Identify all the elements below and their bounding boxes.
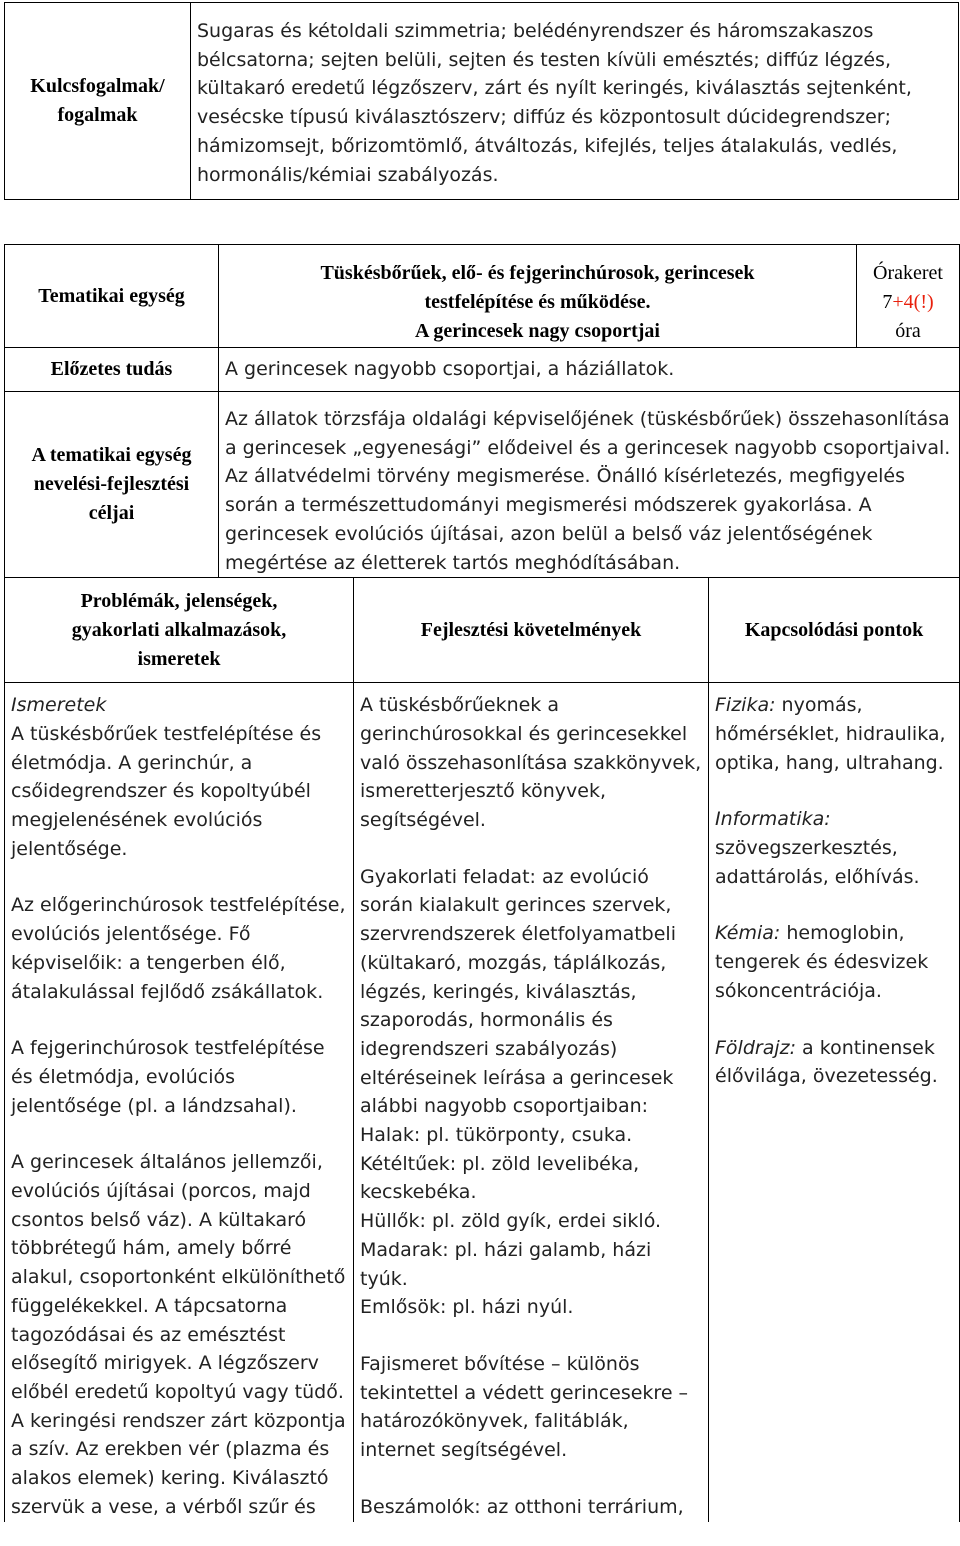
fizika-text: nyomás, hőmérséklet, hidraulika, optika, hang, ultrahang. [715,694,946,774]
orakeret-extra: +4(!) [892,290,934,313]
col2-header: Fejlesztési követelmények [354,578,709,683]
title-line3: A gerincesek nagy csoportjai [415,319,660,342]
col3-header: Kapcsolódási pontok [709,578,960,683]
celjai-text: Az állatok törzsfája oldalági képviselőjének (tüskésbőrűek) összehasonlítása a gerincesek „egyenesági” elődeivel és a gerincesek nagyobb csoportjaival. Az állatvédelmi törvény megismerése. Önálló kísérletezés, megfigyelés során a természettudományi megismerési módszerek gyakorlása. A gerincesek evolúciós újításai, azon belül a belső váz jelentőségének megértése az életterek tartós meghódításában. [219,392,960,578]
fejlesztesi-madarak: Madarak: pl. házi galamb, házi tyúk. [360,1238,652,1290]
col1-header-line1: Problémák, jelenségek, [80,589,278,612]
kapcsolodasi-fizika [715,691,953,777]
ismeretek-p4: A gerincesek általános jellemzői, evolúciós újításai (porcos, majd csontos belső váz). A kültakaró többrétegű hám, amely bőrré alakul, csoportonként elkülöníthető függelékekkel. A tápcsatorna tagozódásai és az emésztést elősegítő mirigyek. A légzőszerv előbél eredetű kopoltyú vagy tüdő. A keringési rendszer zárt központja a szív. Az erekben vér (plazma és alakos elemek) kering. Kiválasztó szervük a vese, a vérből szűr és [11,1151,346,1518]
informatika-text: szövegszerkesztés, adattárolás, előhívás. [715,837,920,888]
ismeretek-p3: A fejgerinchúrosok testfelépítése és életmódja, evolúciós jelentősége (pl. a lándzsahal). [11,1037,325,1117]
celjai-label-line2: nevelési-fejlesztési [33,473,190,496]
orakeret-label: Órakeret [873,261,943,284]
kapcsolodasi-foldrajz [715,1034,953,1091]
elozetes-tudas-label: Előzetes tudás [5,348,219,392]
kemia-text: hemoglobin, tengerek és édesvizek sókoncentrációja. [715,922,929,1002]
col1-header-line3: ismeretek [137,647,221,670]
foldrajz-text: a kontinensek élővilága, övezetesség. [715,1036,938,1088]
fejlesztesi-p2: Gyakorlati feladat: az evolúció során kialakult gerinces szervek, szervrendszerek életfolyamatbeli (kültakaró, mozgás, táplálkozás, légzés, keringés, kiválasztás, szaporodás, hormonális és idegrendszeri szabályozás) eltéréseinek leírása a gerincesek alábbi nagyobb csoportjaiban: [360,865,676,1118]
kapcsolodasi-informatika [715,805,953,891]
kemia-label: Kémia: [715,922,781,945]
kapcsolodasi-cell [709,683,960,1522]
tematikai-egyseg-label: Tematikai egység [5,245,219,348]
fejlesztesi-hullok: Hüllők: pl. zöld gyík, erdei sikló. [360,1210,662,1233]
col1-header [5,578,354,683]
kulcsfogalmak-label-line2: fogalmak [57,104,138,126]
title-line1: Tüskésbőrűek, elő- és fejgerinchúrosok, gerincesek [320,261,755,284]
celjai-label [5,392,219,578]
fejlesztesi-halak: Halak: pl. tükörponty, csuka. [360,1124,633,1147]
ismeretek-p1: A tüskésbőrűek testfelépítése és életmódja. A gerinchúr, a csőidegrendszer és kopoltyúbél megjelenésének evolúciós jelentősége. [11,722,322,860]
ismeretek-cell [5,683,354,1522]
fejlesztesi-p4: Beszámolók: az otthoni terrárium, [360,1495,684,1518]
fejlesztesi-keteltuek: Kétéltűek: pl. zöld levelibéka, kecskebéka. [360,1152,640,1204]
tematikai-egyseg-title [219,245,857,348]
fejlesztesi-cell [354,683,709,1522]
celjai-label-line1: A tematikai egység [31,444,192,467]
fejlesztesi-p1: A tüskésbőrűeknek a gerinchúrosokkal és gerincesekkel való összehasonlítása szakkönyvek, ismeretterjesztő könyvek, segítségével. [360,694,702,832]
orakeret-cell [857,245,960,348]
fejlesztesi-p3: Fajismeret bővítése – különös tekintettel a védett gerincesekre – határozókönyvek, falitáblák, internet segítségével. [360,1352,689,1462]
kulcsfogalmak-text: Sugaras és kétoldali szimmetria; belédényrendszer és háromszakaszos bélcsatorna; sejten belüli, sejten és testen kívüli emésztés; diffúz légzés, kültakaró eredetű légzőszerv, zárt és nyílt keringés, kiválasztás sejtenként, vesécske típusú kiválasztószerv; diffúz és központosult dúcidegrendszer; hámizomsejt, bőrizomtömlő, átváltozás, kifejlés, teljes átalakulás, vedlés, hormonális/kémiai szabályozás. [191,3,959,200]
kulcsfogalmak-label [5,3,191,200]
tematikai-egyseg-table [4,244,960,1522]
col1-header-line2: gyakorlati alkalmazások, [71,618,287,641]
informatika-label: Informatika: [715,808,831,831]
celjai-label-line3: céljai [88,502,135,525]
elozetes-tudas-text: A gerincesek nagyobb csoportjai, a háziállatok. [219,348,960,392]
foldrajz-label: Földrajz: [715,1036,797,1059]
orakeret-unit: óra [895,319,921,342]
title-line2: testfelépítése és működése. [424,290,651,313]
kapcsolodasi-kemia [715,919,953,1005]
orakeret-base: 7 [882,290,893,313]
fejlesztesi-emlosok: Emlősök: pl. házi nyúl. [360,1296,574,1319]
kulcsfogalmak-label-line1: Kulcsfogalmak/ [30,75,165,97]
ismeretek-heading: Ismeretek [11,694,107,717]
kulcsfogalmak-table [4,2,959,200]
fizika-label: Fizika: [715,694,776,717]
ismeretek-p2: Az előgerinchúrosok testfelépítése, evolúciós jelentősége. Fő képviselőik: a tengerben élő, átalakulással fejlődő zsákállatok. [11,894,346,1003]
orakeret-value [863,288,953,317]
